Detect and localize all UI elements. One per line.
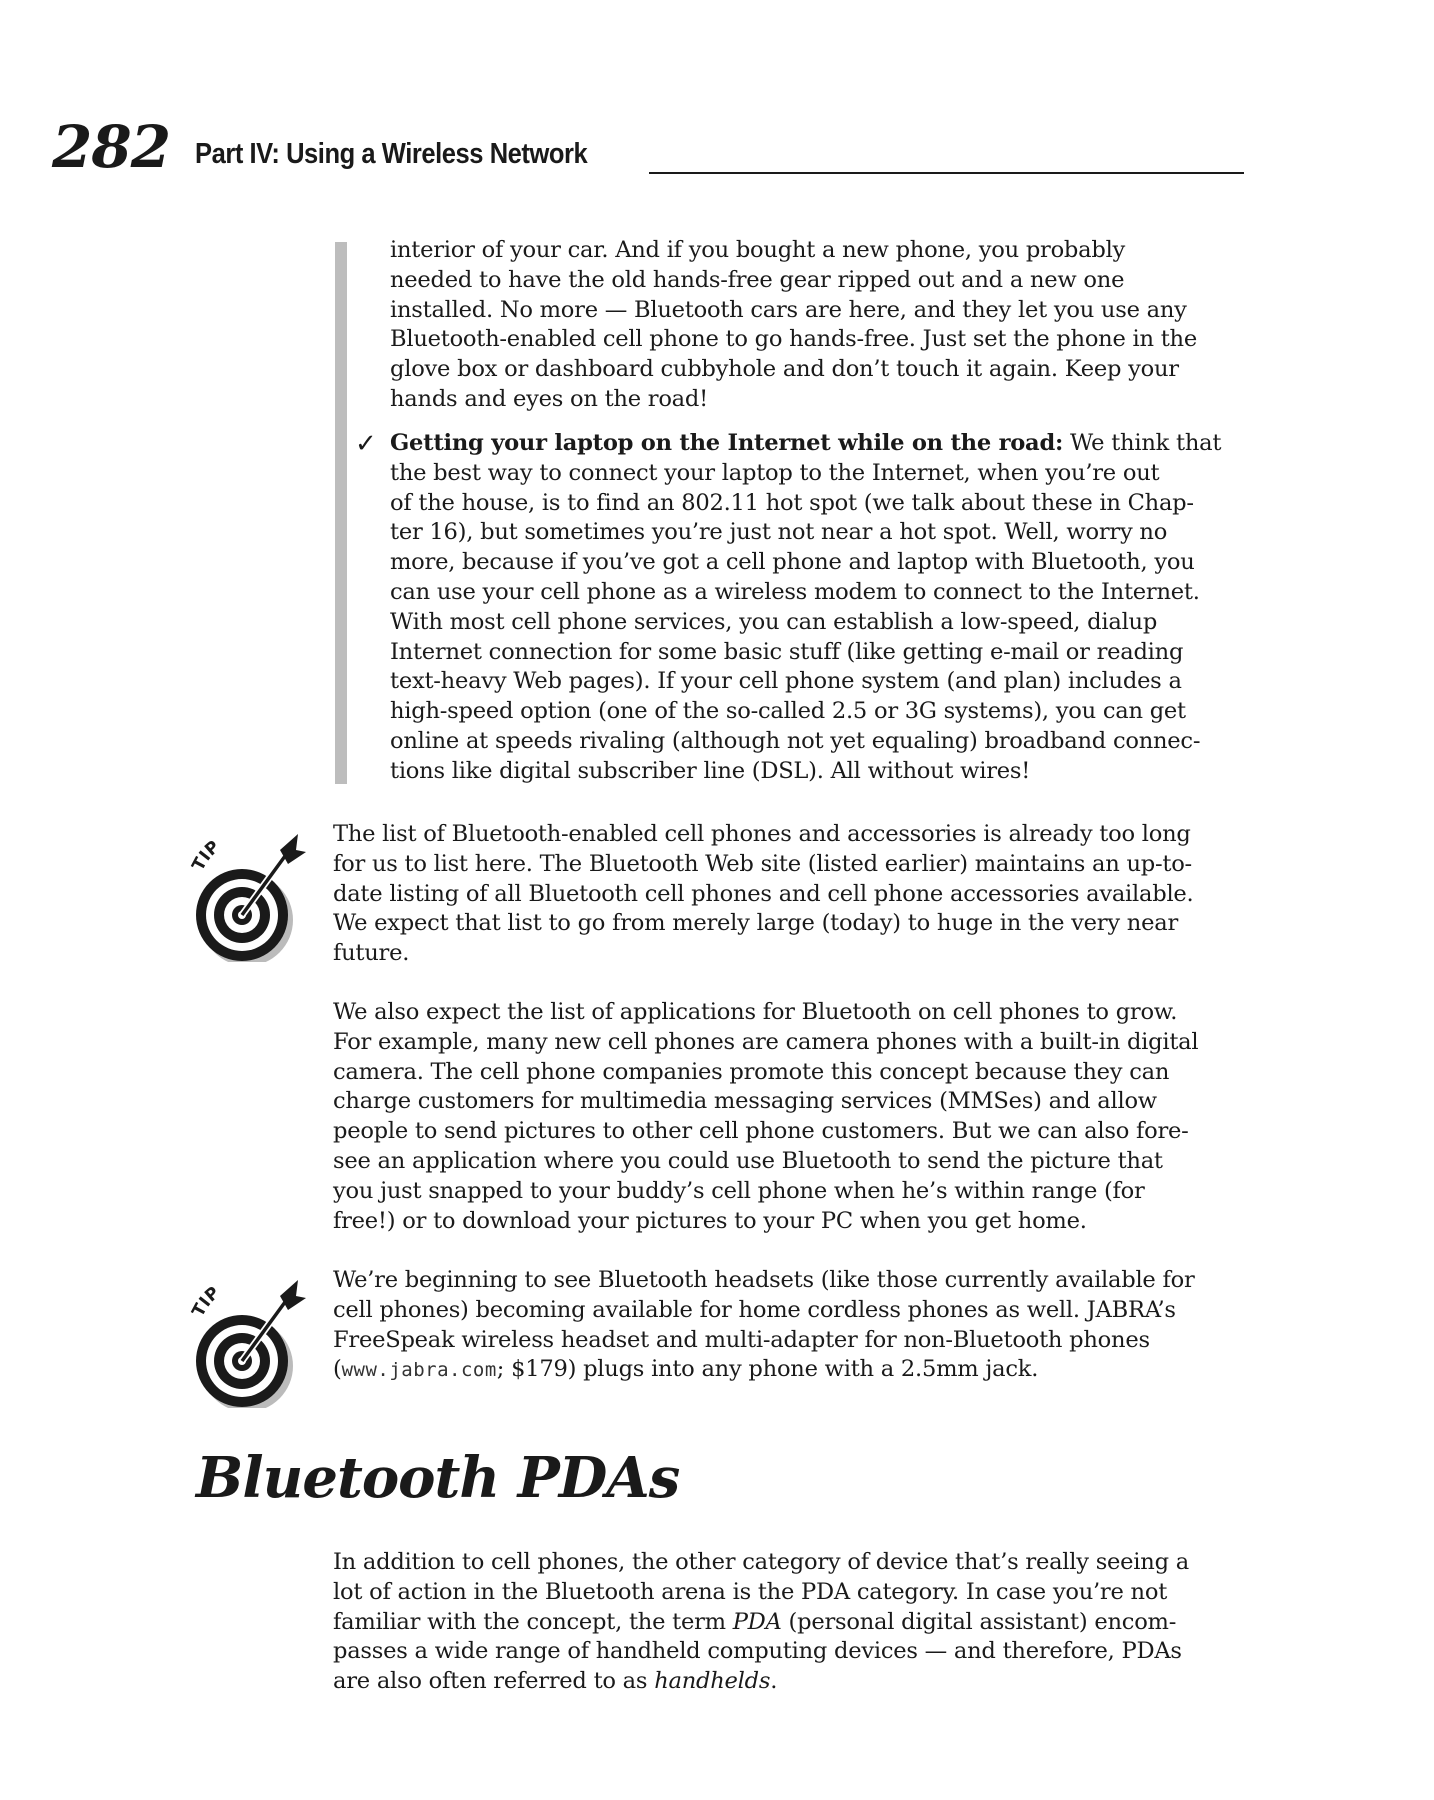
text-line: Internet connection for some basic stuff (like getting e-mail or reading <box>390 638 1184 665</box>
text-span: are also often referred to as <box>333 1668 655 1695</box>
text-line: The list of Bluetooth-enabled cell phones and accessories is already too long <box>333 821 1191 847</box>
text-line <box>333 1355 1248 1386</box>
text-line: FreeSpeak wireless headset and multi-adapter for non-Bluetooth phones <box>333 1326 1150 1353</box>
text-line <box>333 1608 1248 1638</box>
text-line: We also expect the list of applications for Bluetooth on cell phones to grow. <box>333 999 1178 1025</box>
text-line <box>333 1667 1248 1697</box>
header-rule <box>649 172 1244 174</box>
bullet-text <box>390 429 1250 787</box>
price-text: ; $179) plugs into any phone with a 2.5mm jack. <box>496 1356 1039 1383</box>
text-line: you just snapped to your buddy’s cell phone when he’s within range (for <box>333 1177 1145 1204</box>
text-span: (personal digital assistant) encom- <box>781 1608 1177 1635</box>
text-line: can use your cell phone as a wireless modem to connect to the Internet. <box>390 578 1200 605</box>
running-header <box>52 113 1242 181</box>
tip-label: TIP <box>188 837 224 875</box>
text-line: In addition to cell phones, the other category of device that’s really seeing a <box>333 1549 1189 1575</box>
jabra-url: www.jabra.com <box>341 1359 497 1382</box>
paragraph-pdas <box>333 1548 1248 1697</box>
text-line: ter 16), but sometimes you’re just not near a hot spot. Well, worry no <box>390 519 1168 546</box>
bullet-lead: Getting your laptop on the Internet while on the road: <box>390 430 1064 456</box>
text-line: tions like digital subscriber line (DSL). All without wires! <box>390 757 1031 784</box>
continued-bullet-text <box>390 236 1250 415</box>
text-line: installed. No more — Bluetooth cars are here, and they let you use any <box>390 296 1187 323</box>
tip-paragraph-phone-list <box>333 820 1248 969</box>
term-handhelds: handhelds <box>654 1668 771 1695</box>
list-side-bar <box>335 242 347 784</box>
text-line: people to send pictures to other cell phone customers. But we can also fore- <box>333 1118 1189 1145</box>
text-line: With most cell phone services, you can establish a low-speed, dialup <box>390 608 1158 635</box>
text-line: lot of action in the Bluetooth arena is the PDA category. In case you’re not <box>333 1578 1168 1605</box>
checkmark-icon: ✓ <box>355 429 377 459</box>
tip-target-icon <box>188 822 308 962</box>
text-line: more, because if you’ve got a cell phone and laptop with Bluetooth, you <box>390 549 1195 576</box>
text-line: future. <box>333 940 410 967</box>
text-line: see an application where you could use Bluetooth to send the picture that <box>333 1147 1163 1174</box>
text-line: camera. The cell phone companies promote this concept because they can <box>333 1058 1170 1085</box>
bullet-first-rest: We think that <box>1063 430 1222 456</box>
text-line: online at speeds rivaling (although not yet equaling) broadband connec- <box>390 727 1201 754</box>
tip-paragraph-headsets <box>333 1266 1248 1386</box>
text-line: charge customers for multimedia messaging services (MMSes) and allow <box>333 1088 1157 1115</box>
text-line: text-heavy Web pages). If your cell phone system (and plan) includes a <box>390 668 1182 695</box>
text-line: We’re beginning to see Bluetooth headsets (like those currently available for <box>333 1267 1195 1293</box>
text-span: familiar with the concept, the term <box>333 1608 733 1635</box>
text-line: Bluetooth-enabled cell phone to go hands-free. Just set the phone in the <box>390 326 1197 353</box>
text-line: glove box or dashboard cubbyhole and don’t touch it again. Keep your <box>390 356 1179 383</box>
text-line: needed to have the old hands-free gear ripped out and a new one <box>390 266 1125 293</box>
text-line: date listing of all Bluetooth cell phones and cell phone accessories available. <box>333 880 1194 907</box>
text-line: high-speed option (one of the so-called 2.5 or 3G systems), you can get <box>390 698 1186 725</box>
tip-target-icon <box>188 1268 308 1408</box>
text-line: the best way to connect your laptop to the Internet, when you’re out <box>390 459 1160 486</box>
text-line: interior of your car. And if you bought a new phone, you probably <box>390 237 1126 263</box>
tip-label: TIP <box>188 1283 224 1321</box>
text-line: passes a wide range of handheld computing devices — and therefore, PDAs <box>333 1638 1182 1665</box>
text-line <box>390 429 1250 459</box>
page-number: 282 <box>52 113 171 181</box>
paren-open: ( <box>333 1356 342 1383</box>
text-span: . <box>770 1668 778 1695</box>
text-line: For example, many new cell phones are camera phones with a built-in digital <box>333 1028 1199 1055</box>
paragraph-applications <box>333 998 1248 1236</box>
text-line: hands and eyes on the road! <box>390 385 708 412</box>
part-title: Part IV: Using a Wireless Network <box>195 138 588 170</box>
text-line: We expect that list to go from merely large (today) to huge in the very near <box>333 910 1178 937</box>
text-line: free!) or to download your pictures to your PC when you get home. <box>333 1207 1087 1234</box>
text-line: cell phones) becoming available for home cordless phones as well. JABRA’s <box>333 1296 1176 1323</box>
text-line: for us to list here. The Bluetooth Web site (listed earlier) maintains an up-to- <box>333 850 1192 877</box>
text-line: of the house, is to find an 802.11 hot spot (we talk about these in Chap- <box>390 489 1194 516</box>
term-pda: PDA <box>732 1608 782 1635</box>
section-heading: Bluetooth PDAs <box>196 1445 680 1511</box>
